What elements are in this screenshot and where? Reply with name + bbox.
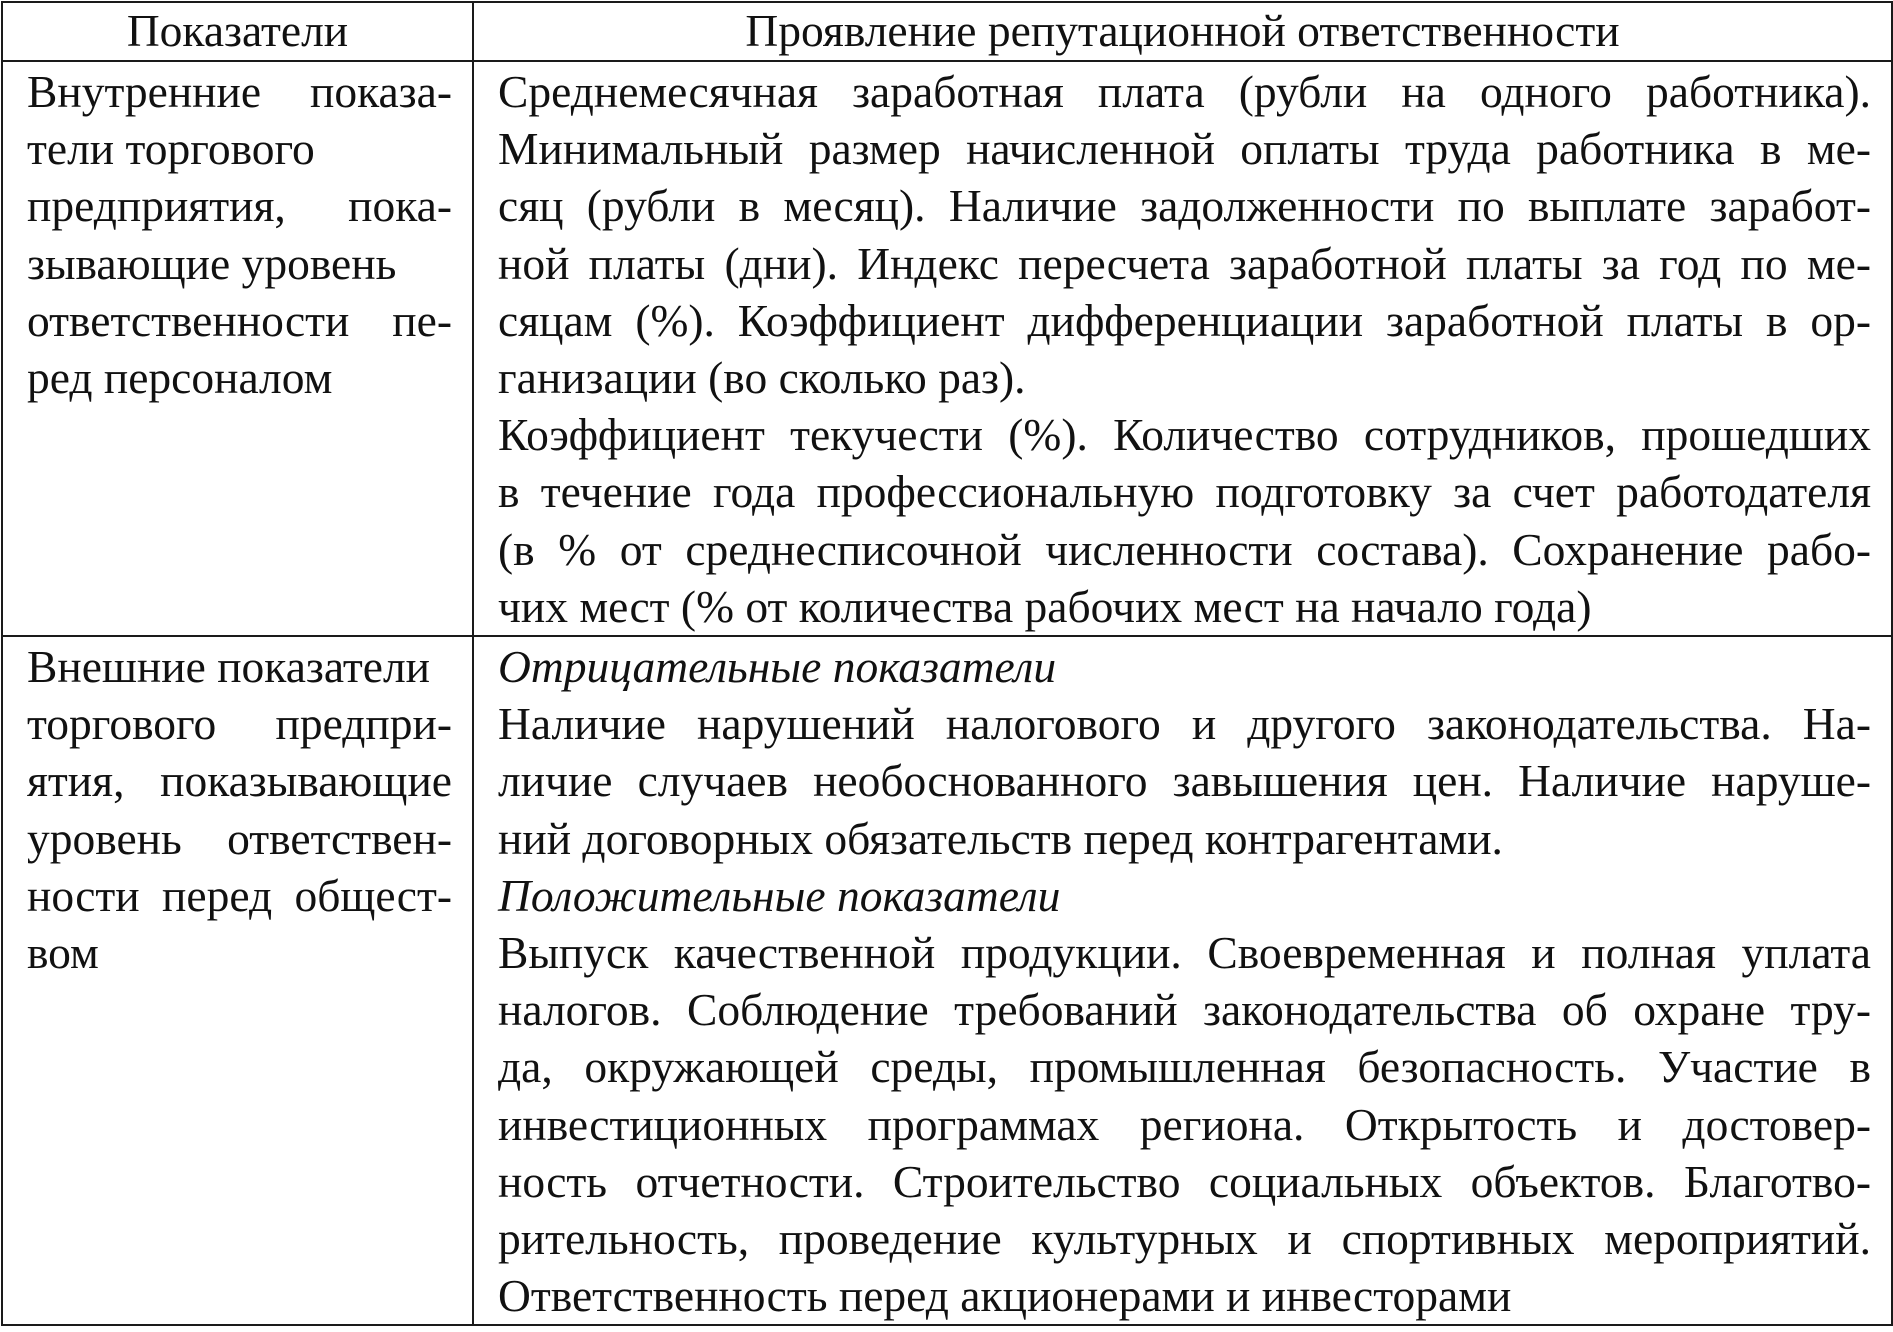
description-line: сяцам (%). Коэффициент дифференциации заработной платы в ор- xyxy=(498,294,1871,346)
description-line: налогов. Соблюдение требований законодательства об охране тру- xyxy=(498,984,1871,1036)
header-manifestation: Проявление репутационной ответственности xyxy=(473,2,1892,61)
indicator-line: зывающие уровень xyxy=(27,237,397,289)
table-row xyxy=(2,636,1892,1325)
indicator-line: Внутренние показа- xyxy=(27,66,452,117)
internal-description-cell xyxy=(473,61,1892,636)
indicator-line: торгового предпри- xyxy=(27,698,452,750)
description-line: в течение года профессиональную подготовку за счет работодателя xyxy=(498,466,1871,518)
description-line: Наличие нарушений налогового и другого законодательства. На- xyxy=(498,698,1871,750)
indicators-table xyxy=(1,1,1893,1326)
description-line: Минимальный размер начисленной оплаты труда работника в ме- xyxy=(498,123,1871,175)
description-line: Среднемесячная заработная плата (рубли на одного работника). xyxy=(498,66,1871,117)
description-line: Ответственность перед акционерами и инвесторами xyxy=(498,1270,1512,1322)
description-line: рительность, проведение культурных и спортивных мероприятий. xyxy=(498,1213,1871,1265)
description-line: Выпуск качественной продукции. Своевременная и полная уплата xyxy=(498,927,1871,979)
description-line: ность отчетности. Строительство социальных объектов. Благотво- xyxy=(498,1155,1871,1207)
negative-indicators-heading: Отрицательные показатели xyxy=(498,641,1057,693)
table-header-row xyxy=(2,2,1892,61)
description-line: ной платы (дни). Индекс пересчета заработной платы за год по ме- xyxy=(498,237,1871,289)
header-indicators: Показатели xyxy=(2,2,473,61)
external-description-cell xyxy=(473,636,1892,1325)
internal-indicators-cell xyxy=(2,61,473,636)
external-indicators-cell xyxy=(2,636,473,1325)
description-line: ний договорных обязательств перед контрагентами. xyxy=(498,812,1503,864)
indicator-line: вом xyxy=(27,927,99,979)
description-line: ганизации (во сколько раз). xyxy=(498,352,1026,404)
indicator-line: Внешние показатели xyxy=(27,641,431,693)
indicator-line: уровень ответствен- xyxy=(27,812,452,864)
indicator-line: тели торгового xyxy=(27,123,315,175)
indicator-line: ред персоналом xyxy=(27,352,333,404)
description-line: (в % от среднесписочной численности состава). Сохранение рабо- xyxy=(498,523,1871,575)
indicator-line: ятия, показывающие xyxy=(27,755,452,807)
description-line: Коэффициент текучести (%). Количество сотрудников, прошедших xyxy=(498,409,1871,461)
description-line: сяц (рубли в месяц). Наличие задолженности по выплате заработ- xyxy=(498,180,1871,232)
description-line: да, окружающей среды, промышленная безопасность. Участие в xyxy=(498,1041,1871,1093)
table-row xyxy=(2,61,1892,636)
indicator-line: ответственности пе- xyxy=(27,294,452,346)
indicator-line: ности перед общест- xyxy=(27,869,452,921)
indicator-line: предприятия, пока- xyxy=(27,180,452,232)
positive-indicators-heading: Положительные показатели xyxy=(498,869,1061,921)
description-line: чих мест (% от количества рабочих мест на начало года) xyxy=(498,580,1592,632)
description-line: инвестиционных программах региона. Открытость и достовер- xyxy=(498,1098,1871,1150)
description-line: личие случаев необоснованного завышения цен. Наличие наруше- xyxy=(498,755,1871,807)
